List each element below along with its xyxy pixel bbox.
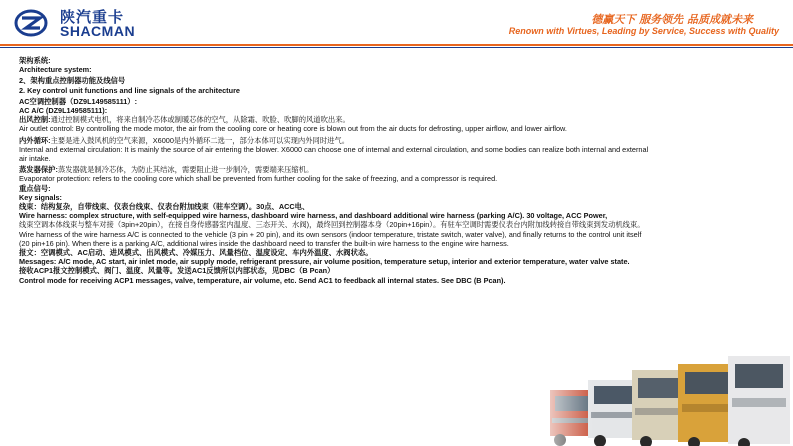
wire-harness-cn: 线束：结构复杂，自带线束、仪表台线束、仪表台附加线束（驻车空调）。30点、ACC电、: [19, 202, 310, 212]
header-divider-orange: [0, 44, 793, 46]
brand-name-en: SHACMAN: [60, 23, 136, 39]
messages-cn: 报文：空调模式、AC启动、进风模式、出风模式、冷媒压力、风量档位、温度设定、车内外温度、水阀状态。: [19, 248, 373, 258]
outlet-control-en: Air outlet control: By controlling the mode motor, the air from the cooling core or heating core is blown out from the air ducts for defrosting, upper airflow, and lower airflow.: [19, 124, 567, 134]
circulation-en: Internal and external circulation: It is mainly the source of air entering the blower. X6000 can choose one of internal and external circulation, and some bodies can realize both internal and external: [19, 144, 649, 154]
outlet-control-label: 出风控制:: [19, 115, 51, 125]
messages-en: Messages: A/C mode, AC start, air inlet mode, air supply mode, refrigerant pressure, air volume position, temperature setup, interior and exterior temperature, water valve state.: [19, 257, 630, 267]
truck-lineup-image: [528, 346, 793, 446]
circulation-label: 内外循环:: [19, 135, 51, 145]
section-title-cn: 架构系统:: [19, 56, 51, 65]
evaporator-label: 蒸发器保护:: [19, 165, 58, 175]
controller-title-en: AC A/C (DZ9L149585111):: [19, 106, 108, 116]
key-signals-en: Key signals:: [19, 192, 62, 202]
heading-en: 2. Key control unit functions and line signals of the architecture: [19, 85, 240, 95]
evaporator-cn: [19, 165, 789, 174]
shacman-logo-icon: [14, 9, 48, 37]
wire-harness-en: Wire harness: complex structure, with self-equipped wire harness, dashboard wire harness, and dashboard additional wire harness (parking A/C). 30 voltage, ACC Power,: [19, 211, 608, 221]
receive-acp1-cn: 接收ACP1报文控制模式、阀门、温度、风量等。发送AC1反馈所以内部状态，见DBC（B Pcan）: [19, 266, 335, 276]
harness-detail-cn: 线束空调本体线束与整车对接（3pin+20pin），在接自身传感器室内温度、三态开关、水阀)，最终回到控制器本身（20pin+16pin）。有驻车空调时需要仪表台内附加线转接自带线束到发动机线束。: [19, 220, 645, 230]
header-bar: [0, 0, 793, 44]
section-title-en: Architecture system:: [19, 65, 92, 75]
receive-acp1-en: Control mode for receiving ACP1 messages, valve, temperature, air volume, etc. Send AC1 to feedback all internal states. See DBC (B Pcan).: [19, 275, 506, 285]
slogan-cn: 德赢天下 服务领先 品质成就未来: [591, 13, 753, 26]
slogan-en: Renown with Virtues, Leading by Service, Success with Quality: [508, 26, 779, 36]
heading-cn: 2、架构重点控制器功能及线信号: [19, 76, 126, 86]
circulation-cn: [19, 136, 789, 145]
harness-detail-en: Wire harness of the wire harness A/C is connected to the vehicle (3 pin + 20 pin), and its own sensors (indoor temperature, tristate switch, water valve), and finally returns to the control unit itself: [19, 229, 642, 239]
circulation-en-cont: air intake.: [19, 154, 51, 164]
evaporator-text: 蒸发器就是制冷芯体，为防止其结冰，需要阻止进一步制冷，需要端来压缩机。: [57, 165, 314, 175]
outlet-control-text: 通过控制模式电机，将来自制冷芯体或制暖芯体的空气，从除霜、吹脸、吹脚的风道吹出来。: [50, 115, 350, 125]
brand-name-cn: 陕汽重卡: [60, 8, 125, 26]
harness-detail-en-cont: (20 pin+16 pin). When there is a parking A/C, additional wires inside the dashboard need to transfer the built-in wire harness to the engine wire harness.: [19, 238, 509, 248]
controller-title-cn: AC空调控制器（DZ9L149585111）:: [19, 96, 138, 106]
document-body: [19, 56, 789, 285]
evaporator-en: Evaporator protection: refers to the cooling core which shall be prevented from further cooling for the sake of freezing, and a compressor is required.: [19, 174, 498, 184]
header-divider-blue: [0, 47, 793, 48]
circulation-text: 主要是进入鼓风机的空气来源，X6000是内外循环二选一，部分本体可以实现内外同时进气。: [50, 135, 350, 145]
outlet-control-cn: [19, 115, 789, 124]
key-signals-cn: 重点信号:: [19, 183, 51, 193]
